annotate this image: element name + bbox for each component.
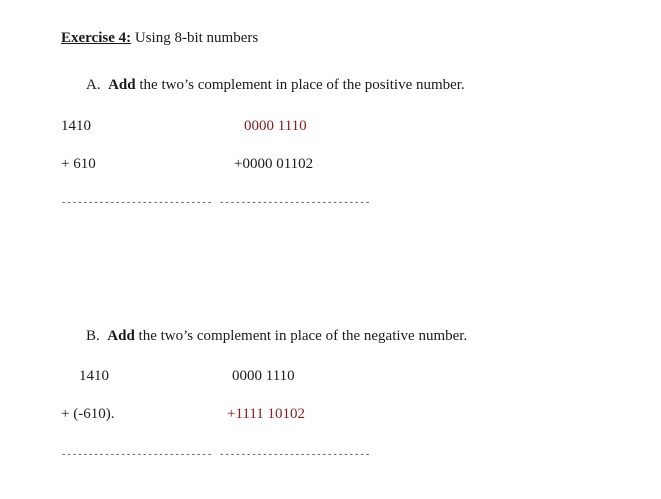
section-a-divider-left: ---------------------------- — [61, 198, 213, 208]
section-a-row1-right: 0000 1110 — [244, 118, 307, 134]
section-a-row1-left: 1410 — [61, 118, 91, 134]
section-b-instruction — [86, 328, 467, 345]
section-a-row2-left: + 610 — [61, 156, 96, 172]
section-b-row2-left: + (-610). — [61, 406, 115, 422]
exercise-label: Exercise 4: — [61, 30, 132, 46]
section-a-marker: A. — [86, 77, 101, 93]
section-b-row2-right: +1111 10102 — [227, 406, 306, 422]
section-b-row1-right: 0000 1110 — [232, 368, 295, 384]
section-b-row1-left: 1410 — [79, 368, 109, 384]
section-a-instruction-text: the two’s complement in place of the positive number. — [135, 77, 465, 93]
section-b-divider-right: ---------------------------- — [219, 450, 371, 460]
section-a-row2-right: +0000 01102 — [234, 156, 314, 172]
section-b-marker: B. — [86, 328, 100, 344]
section-b-bold-word: Add — [107, 328, 135, 344]
section-b-instruction-text: the two’s complement in place of the negative number. — [134, 328, 468, 344]
section-b-divider-left: ---------------------------- — [61, 450, 213, 460]
exercise-title-text: Using 8-bit numbers — [131, 30, 259, 46]
section-a-instruction — [86, 77, 465, 94]
section-a-divider-right: ---------------------------- — [219, 198, 371, 208]
section-a-bold-word: Add — [108, 77, 136, 93]
exercise-title — [61, 30, 258, 47]
